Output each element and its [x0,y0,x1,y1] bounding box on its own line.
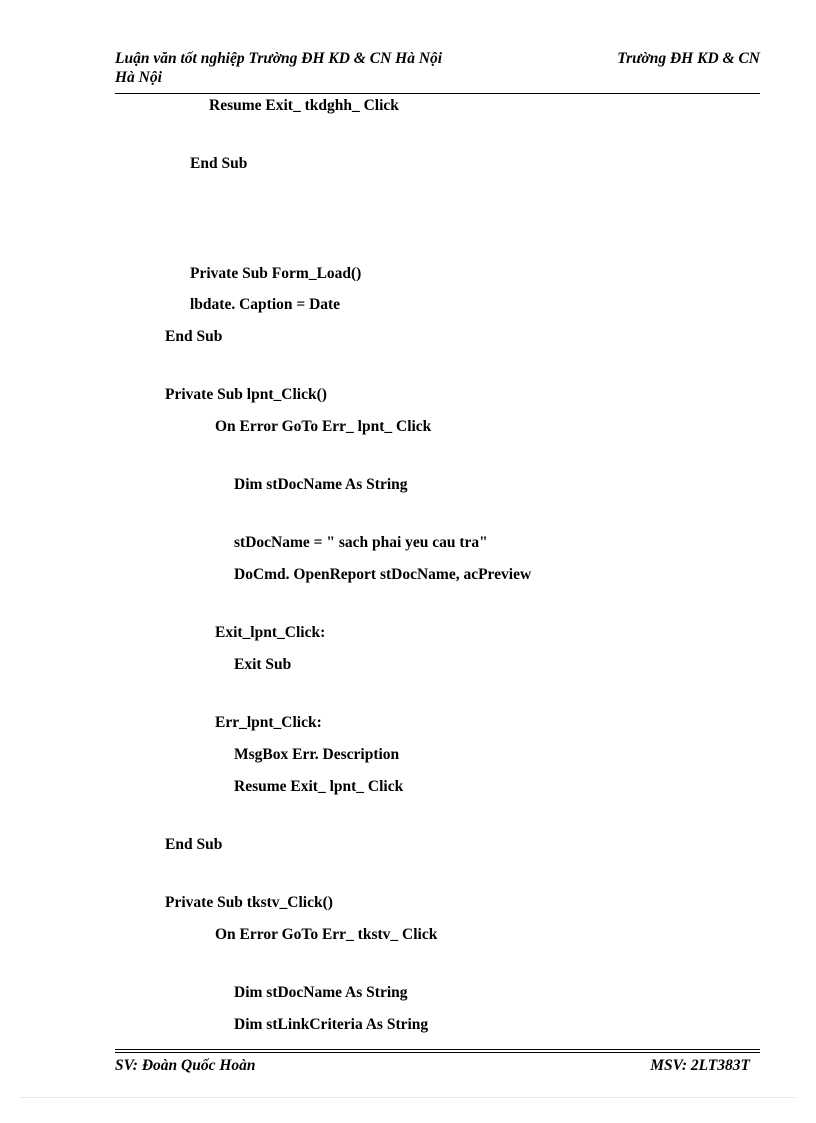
footer-student-id: MSV: 2LT383T [650,1057,750,1074]
code-line: stDocName = " sach phai yeu cau tra" [234,534,488,551]
code-line: MsgBox Err. Description [234,746,400,763]
code-line: Exit_lpnt_Click: [215,624,326,641]
footer-student-name: SV: Đoàn Quốc Hoàn [115,1057,256,1074]
code-line: Resume Exit_ lpnt_ Click [234,778,404,795]
page-footer [115,1056,760,1076]
code-line: On Error GoTo Err_ tkstv_ Click [215,926,438,943]
footer-divider [115,1052,760,1053]
header-thesis-title: Luận văn tốt nghiệp Trường ĐH KD & CN Hà Nội [115,50,443,67]
code-line: End Sub [165,328,223,345]
header-school-city: Hà Nội [115,69,162,86]
code-line: lbdate. Caption = Date [190,296,341,313]
page-bottom-edge [20,1097,796,1098]
code-line: Private Sub lpnt_Click() [165,386,327,403]
code-line: End Sub [190,155,248,172]
header-school-name: Trường ĐH KD & CN [617,50,760,67]
code-line: Dim stLinkCriteria As String [234,1016,429,1033]
code-line: On Error GoTo Err_ lpnt_ Click [215,418,432,435]
code-line: Private Sub Form_Load() [190,265,362,282]
page-header [115,49,760,87]
code-line: Dim stDocName As String [234,476,408,493]
code-line: DoCmd. OpenReport stDocName, acPreview [234,566,532,583]
code-line: Err_lpnt_Click: [215,714,322,731]
footer-divider [115,1049,760,1050]
code-line: Private Sub tkstv_Click() [165,894,333,911]
header-divider [115,93,760,94]
code-line: Exit Sub [234,656,292,673]
code-line: Dim stDocName As String [234,984,408,1001]
code-line: End Sub [165,836,223,853]
code-line: Resume Exit_ tkdghh_ Click [209,97,399,114]
